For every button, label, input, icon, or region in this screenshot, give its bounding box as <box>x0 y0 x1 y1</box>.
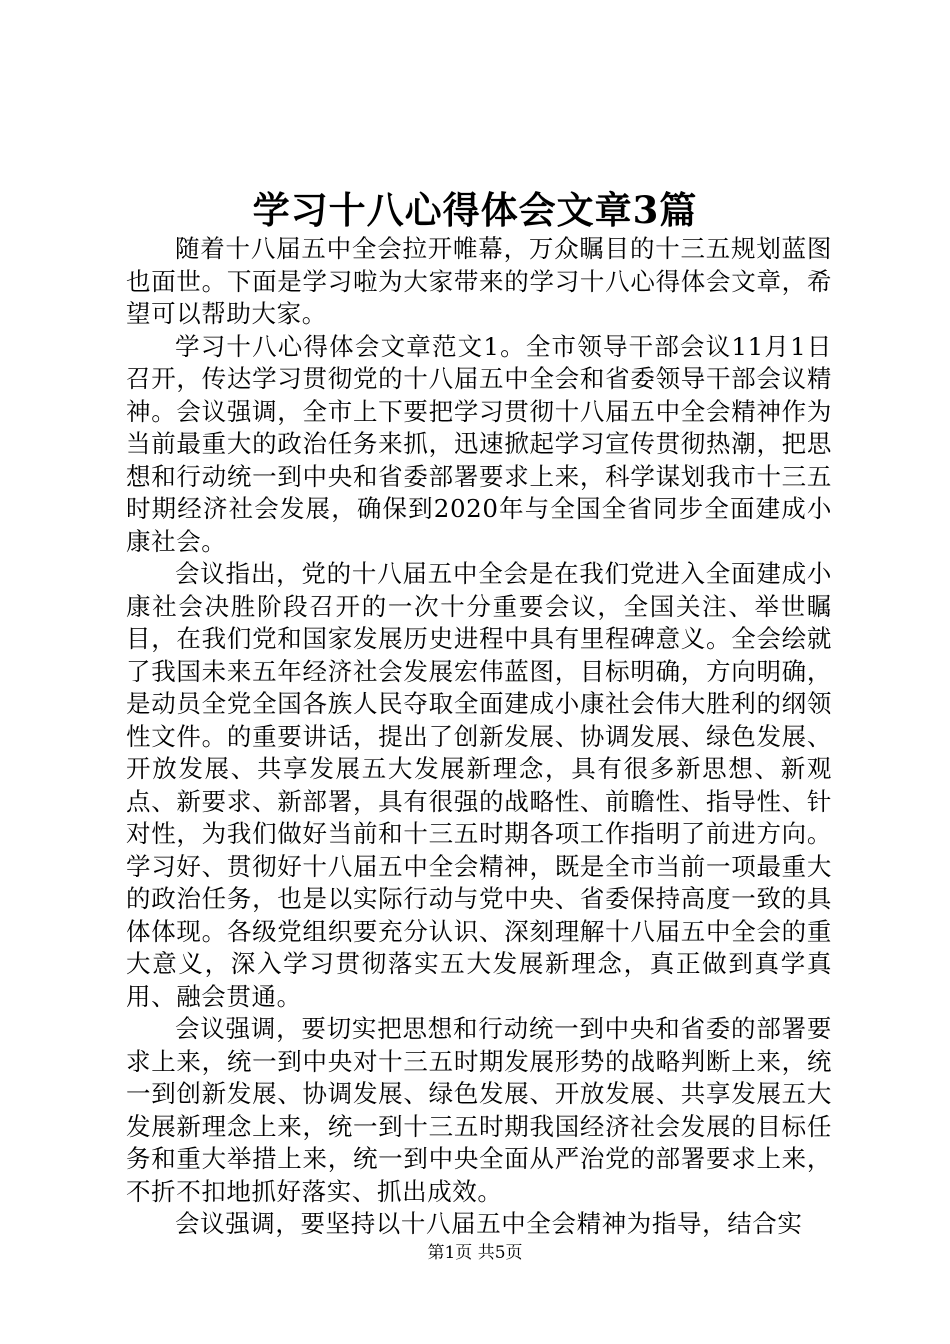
paragraph-intro: 随着十八届五中全会拉开帷幕，万众瞩目的十三五规划蓝图也面世。下面是学习啦为大家带来的学习十八心得体会文章，希望可以帮助大家。 <box>126 234 832 328</box>
paragraph-meeting-emphasis: 会议强调，要切实把思想和行动统一到中央和省委的部署要求上来，统一到中央对十三五时期发展形势的战略判断上来，统一到创新发展、协调发展、绿色发展、开放发展、共享发展五大发展新理念上来，统一到十三五时期我国经济社会发展的目标任务和重大举措上来，统一到中央全面从严治党的部署要求上来，不折不扣地抓好落实、抓出成效。 <box>126 1014 832 1206</box>
document-body <box>126 233 832 1241</box>
paragraph-meeting-points: 会议指出，党的十八届五中全会是在我们党进入全面建成小康社会决胜阶段召开的一次十分重要会议，全国关注、举世瞩目，在我们党和国家发展历史进程中具有里程碑意义。全会绘就了我国未来五年经济社会发展宏伟蓝图，目标明确，方向明确，是动员全党全国各族人民夺取全面建成小康社会伟大胜利的纲领性文件。的重要讲话，提出了创新发展、协调发展、绿色发展、开放发展、共享发展五大发展新理念，具有很多新思想、新观点、新要求、新部署，具有很强的战略性、前瞻性、指导性、针对性，为我们做好当前和十三五时期各项工作指明了前进方向。学习好、贯彻好十八届五中全会精神，既是全市当前一项最重大的政治任务，也是以实际行动与党中央、省委保持高度一致的具体体现。各级党组织要充分认识、深刻理解十八届五中全会的重大意义，深入学习贯彻落实五大发展新理念，真正做到真学真用、融会贯通。 <box>126 559 832 1011</box>
document-title: 学习十八心得体会文章3篇 <box>252 188 698 232</box>
paragraph-continued: 会议强调，要坚持以十八届五中全会精神为指导，结合实 <box>175 1209 803 1238</box>
page-number: 第1页 共5页 <box>427 1243 523 1263</box>
paragraph-sample-1: 学习十八心得体会文章范文1。全市领导干部会议11月1日召开，传达学习贯彻党的十八届五中全会和省委领导干部会议精神。会议强调，全市上下要把学习贯彻十八届五中全会精神作为当前最重大的政治任务来抓，迅速掀起学习宣传贯彻热潮，把思想和行动统一到中央和省委部署要求上来，科学谋划我市十三五时期经济社会发展，确保到2020年与全国全省同步全面建成小康社会。 <box>126 331 832 556</box>
